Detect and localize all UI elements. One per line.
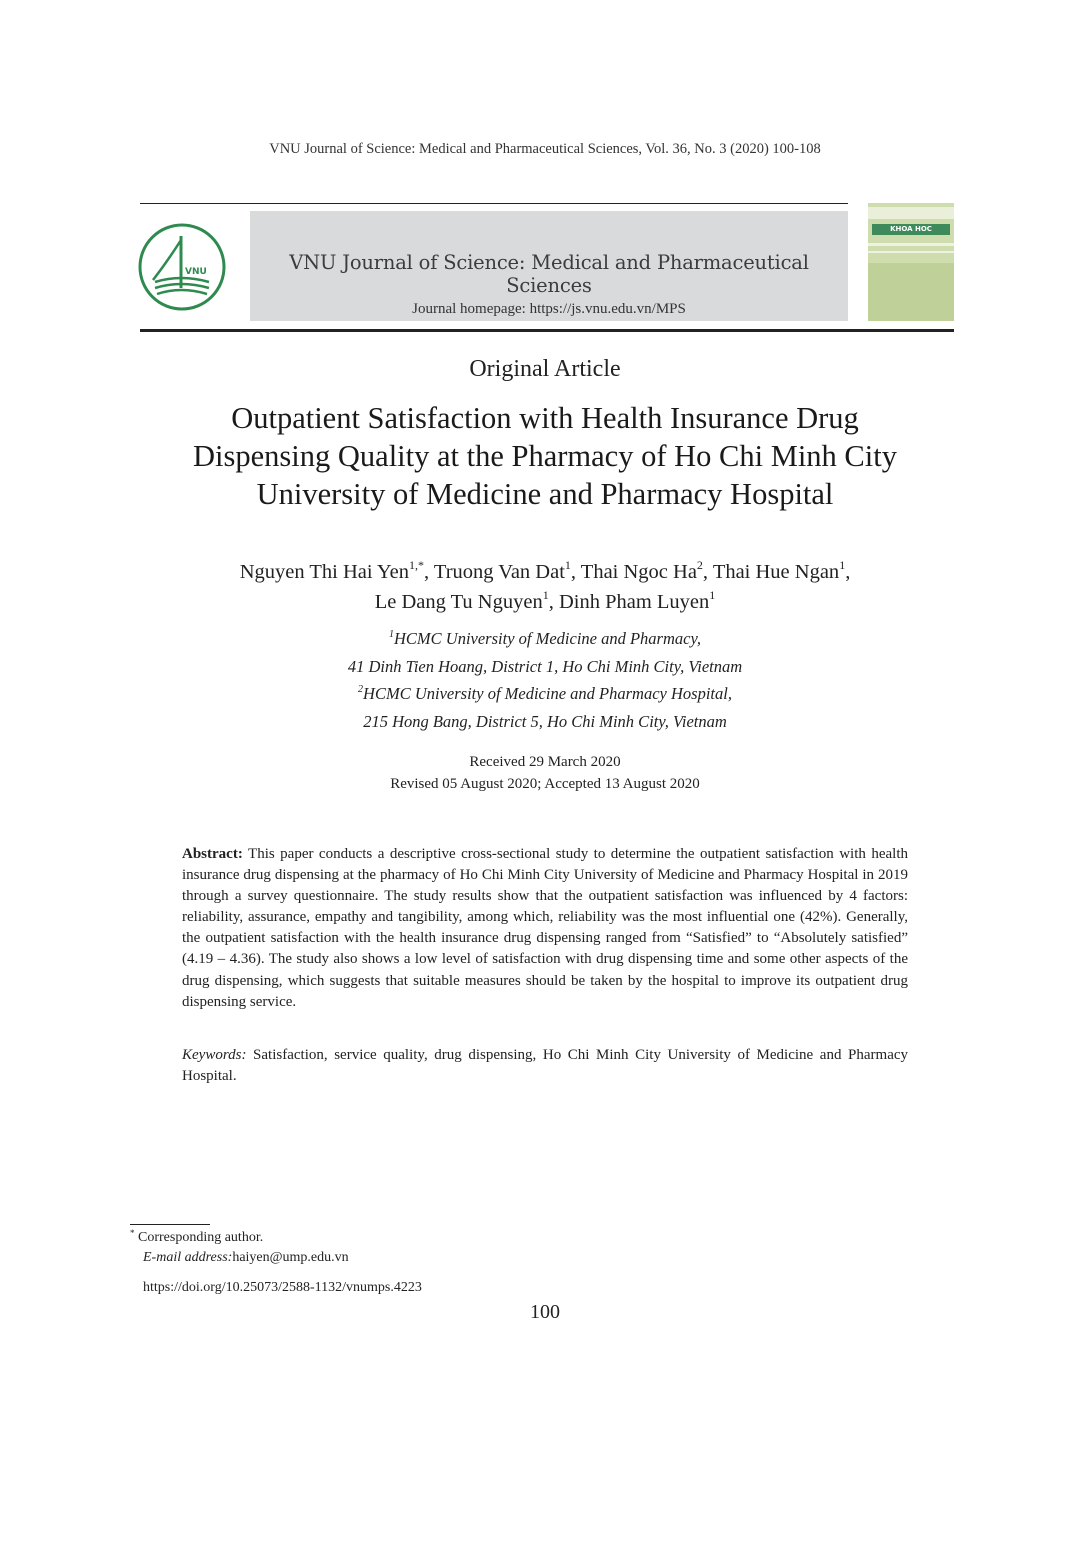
revised-accepted-dates: Revised 05 August 2020; Accepted 13 August 2020 — [390, 776, 700, 792]
paper-title — [145, 399, 945, 513]
author-line-1: Nguyen Thi Hai Yen$^{1,*}$, Truong Van Dat$^1$, Thai Ngoc Ha$^2$, Thai Hue Ngan$^1$, — [239, 558, 851, 583]
doi-link[interactable]: https://doi.org/10.25073/2588-1132/vnumps.4223 — [143, 1280, 422, 1295]
title-line: Dispensing Quality at the Pharmacy of Ho Chi Minh City — [193, 439, 897, 473]
running-head: VNU Journal of Science: Medical and Pharmaceutical Sciences, Vol. 36, No. 3 (2020) 100-108 — [269, 141, 821, 157]
keywords-label: Keywords: — [182, 1047, 247, 1063]
affiliation-1-line-2: 41 Dinh Tien Hoang, District 1, Ho Chi Minh City, Vietnam — [347, 656, 743, 676]
abstract-text: This paper conducts a descriptive cross-sectional study to determine the outpatient satisfaction with health insurance drug dispensing at the pharmacy of Ho Chi Minh City University of Medicine and Pharmacy Hospital in 2019 through a survey questionnaire. The study results show that the outpatient satisfaction was influenced by 4 factors: reliability, assurance, empathy and tangibility, among which, reliability was the most influential one (42%). Generally, the outpatient satisfaction with the health insurance drug dispensing ranged from “Satisfied” to “Absolutely satisfied” (4.19 – 4.36). The study also shows a low level of satisfaction with drug dispensing time and some other aspects of the drug dispensing, which suggests that suitable measures should be taken by the hospital to improve its outpatient drug dispensing service. — [182, 846, 909, 1010]
keywords — [182, 1045, 908, 1087]
page-number: 100 — [530, 1301, 560, 1323]
journal-title: VNU Journal of Science: Medical and Pharmaceutical Sciences — [289, 251, 809, 297]
affiliation-1-line-1: $^1$HCMC University of Medicine and Pharmacy, — [388, 629, 702, 648]
abstract — [182, 844, 908, 1013]
author-affil-mark: 1 — [709, 588, 716, 602]
article-type: Original Article — [469, 356, 621, 382]
footnote-mark: * — [130, 1228, 135, 1238]
title-line: University of Medicine and Pharmacy Hospital — [256, 477, 834, 511]
header-top-rule — [140, 203, 848, 204]
affiliation-2-line-1: $^2$HCMC University of Medicine and Pharmacy Hospital, — [358, 684, 732, 703]
footnote-email — [143, 1249, 349, 1267]
keywords-text: Satisfaction, service quality, drug dispensing, Ho Chi Minh City University of Medicine and Pharmacy Hospital. — [182, 1047, 909, 1085]
author-name: Nguyen Thi Hai Yen — [239, 561, 410, 583]
header-bottom-rule — [140, 329, 954, 332]
author-list — [120, 557, 970, 617]
email-label: E-mail address: — [143, 1250, 233, 1265]
author-name: Dinh Pham Luyen — [558, 591, 710, 613]
journal-cover-thumbnail — [868, 203, 954, 321]
author-affil-mark: 1,* — [409, 558, 425, 572]
cover-title: KHOA HOC — [872, 224, 950, 235]
footnote-rule — [130, 1224, 210, 1225]
affiliation-2-line-2: 215 Hong Bang, District 5, Ho Chi Minh City, Vietnam — [363, 711, 727, 731]
email-link[interactable]: haiyen@ump.edu.vn — [232, 1250, 349, 1265]
author-name: Thai Hue Ngan — [712, 561, 840, 583]
journal-homepage: Journal homepage: https://js.vnu.edu.vn/MPS — [412, 301, 686, 317]
author-affil-mark: 1 — [542, 588, 549, 602]
author-affil-mark: 1 — [564, 558, 571, 572]
author-line-2: Le Dang Tu Nguyen$^1$, Dinh Pham Luyen$^1$ — [374, 588, 716, 613]
title-line: Outpatient Satisfaction with Health Insurance Drug — [231, 401, 859, 435]
author-affil-mark: 1 — [839, 558, 846, 572]
footnote-corresponding: * Corresponding author. — [130, 1228, 264, 1245]
abstract-label: Abstract: — [182, 846, 243, 862]
author-name: Truong Van Dat — [433, 561, 565, 583]
affiliations — [0, 625, 1090, 735]
logo-text: VNU — [185, 267, 207, 277]
author-affil-mark: 2 — [696, 558, 703, 572]
received-date: Received 29 March 2020 — [469, 754, 621, 770]
author-name: Thai Ngoc Ha — [580, 561, 697, 583]
author-name: Le Dang Tu Nguyen — [374, 591, 543, 613]
article-dates — [0, 751, 1090, 795]
vnu-logo-icon — [137, 222, 227, 312]
